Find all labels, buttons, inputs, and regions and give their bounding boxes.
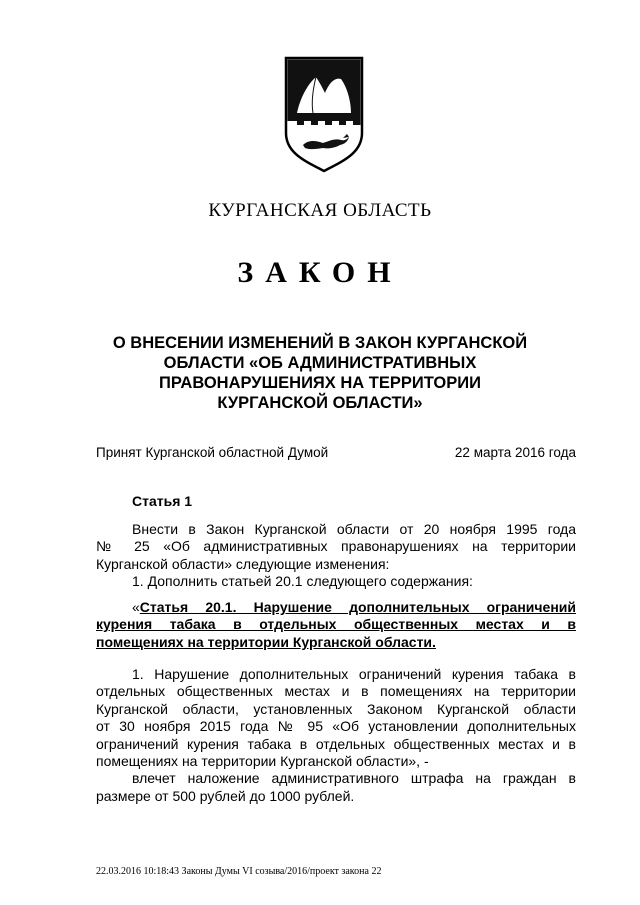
law-title-line: ПРАВОНАРУШЕНИЯХ НА ТЕРРИТОРИИ bbox=[159, 374, 481, 392]
text-line: Курганской области, установленных Законом Курганской области bbox=[96, 700, 576, 717]
text-line: 1. Нарушение дополнительных ограничений курения табака в bbox=[132, 666, 576, 682]
article-part-1 bbox=[96, 666, 576, 805]
coat-of-arms-emblem bbox=[283, 55, 365, 173]
text-line: Курганской области» следующие изменения: bbox=[96, 555, 390, 572]
footer-file-path: 22.03.2016 10:18:43 Законы Думы VI созыва/2016/проект закона 22 bbox=[96, 866, 382, 877]
new-article-title-line: Статья 20.1. Нарушение дополнительных ограничений bbox=[139, 599, 576, 615]
open-quote: « bbox=[132, 599, 140, 615]
text-line bbox=[96, 599, 576, 616]
new-article-title bbox=[96, 599, 576, 651]
text-line: № 25 «Об административных правонарушениях на территории bbox=[96, 538, 576, 555]
law-title-line: КУРГАНСКОЙ ОБЛАСТИ» bbox=[217, 394, 423, 412]
law-title-line: О ВНЕСЕНИИ ИЗМЕНЕНИЙ В ЗАКОН КУРГАНСКОЙ bbox=[112, 334, 528, 352]
article-heading: Статья 1 bbox=[132, 493, 193, 509]
region-name: КУРГАНСКАЯ ОБЛАСТЬ bbox=[208, 200, 432, 221]
new-article-title-line: помещениях на территории Курганской области. bbox=[96, 633, 436, 650]
text-line: отдельных общественных местах и в помещениях на территории bbox=[96, 683, 576, 700]
document-type: ЗАКОН bbox=[237, 256, 403, 289]
text-line: ограничений курения табака в отдельных общественных местах и в bbox=[96, 735, 576, 752]
text-line: влечет наложение административного штрафа на граждан в bbox=[132, 770, 576, 787]
law-title bbox=[80, 333, 560, 413]
law-title-line: ОБЛАСТИ «ОБ АДМИНИСТРАТИВНЫХ bbox=[163, 354, 477, 372]
text-line: Внести в Закон Курганской области от 20 ноября 1995 года bbox=[132, 521, 576, 537]
text-line: помещениях на территории Курганской области», - bbox=[96, 753, 429, 770]
adopted-date: 22 марта 2016 года bbox=[454, 445, 576, 460]
text-line: размере от 500 рублей до 1000 рублей. bbox=[96, 787, 355, 804]
text-line bbox=[96, 634, 576, 651]
adopted-by: Принят Курганской областной Думой bbox=[96, 445, 329, 460]
item-1: 1. Дополнить статьей 20.1 следующего содержания: bbox=[132, 573, 473, 590]
text-line: от 30 ноября 2015 года № 95 «Об установлении дополнительных bbox=[96, 718, 576, 735]
article-intro bbox=[96, 521, 576, 591]
new-article-title-line: курения табака в отдельных общественных местах и в bbox=[96, 616, 576, 633]
